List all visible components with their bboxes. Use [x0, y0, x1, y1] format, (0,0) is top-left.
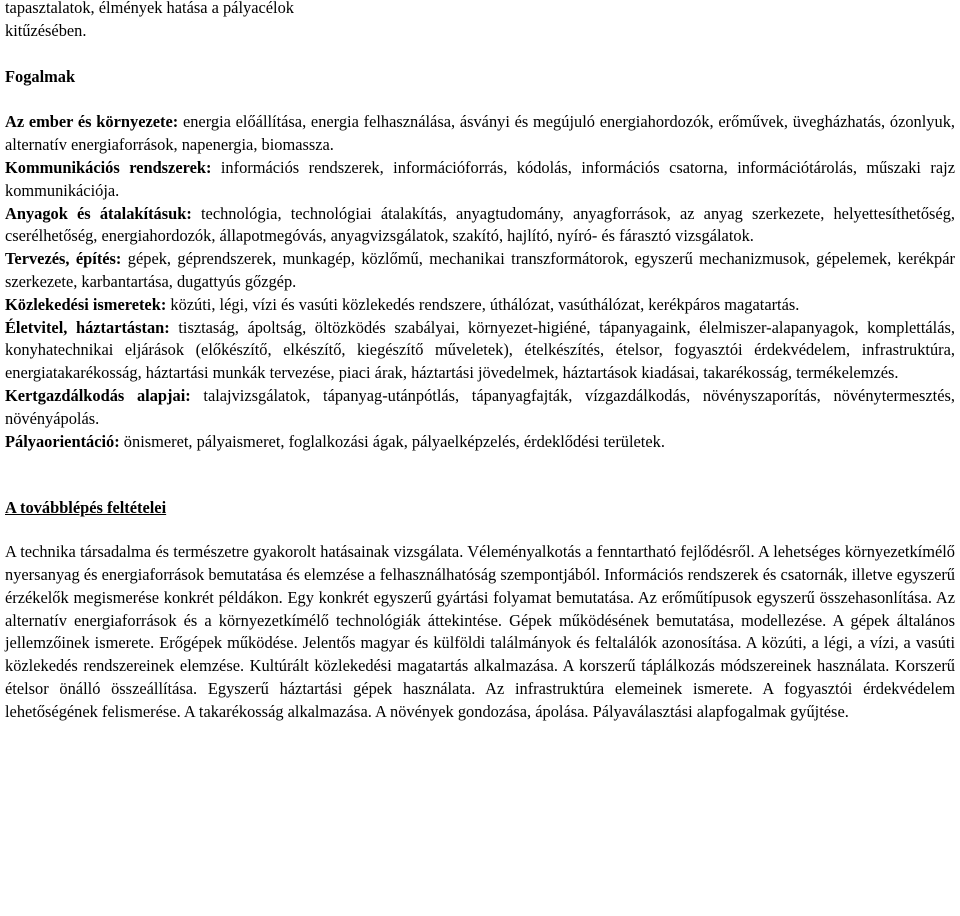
concept-text: technológia, technológiai átalakítás, anyagtudomány, anyagforrások, az anyag szerkezete, helyettesíthetőség, cserélhetőség, energiahordozók, állapotmegóvás, anyagvizsgálatok, szakító, hajlító, nyíró- és fárasztó vizsgálatok.	[5, 203, 956, 246]
concept-entry-tervezes-epites	[5, 248, 955, 294]
concept-term: Az ember és környezete:	[5, 112, 179, 132]
concept-text: tisztaság, ápoltság, öltözködés szabályai, környezet-higiéné, tápanyagaink, élelmiszer-alapanyagok, komplettálás, konyhatechnikai eljárások (előkészítő, elkészítő, kiegészítő műveletek), ételkészítés, ételsor, fogyasztói érdekvédelem, infrastruktúra, energiatakarékosság, háztartási munkák tervezése, piaci árak, háztartási jövedelmek, háztartások kiadásai, takarékosság, termékelemzés.	[5, 317, 955, 383]
concept-text: információs rendszerek, információforrás, kódolás, információs csatorna, információtárolás, műszaki rajz kommunikációja.	[5, 157, 955, 200]
advancement-paragraph: A technika társadalma és természetre gyakorolt hatásainak vizsgálata. Véleményalkotás a fenntartható fejlődésről. A lehetséges környezetkímélő nyersanyag és energiaforrások bemutatása és elemzése a felhasználhatóság szempontjából. Információs rendszerek és csatornák, illetve egyszerű érzékelők megismerése konkrét példákon. Egy konkrét egyszerű gyártási folyamat bemutatása. Az erőműtípusok egyszerű összehasonlítása. Az alternatív energiaforrások és a környezetkímélő technológiák áttekintése. Gépek működésének bemutatása, modellezése. A gépek általános jellemzőinek ismerete. Erőgépek működése. Jelentős magyar és külföldi találmányok és feltalálók azonosítása. A közúti, a légi, a vízi, a vasúti közlekedés rendszereinek elemzése. Kultúrált közlekedési magatartás alkalmazása. A korszerű táplálkozás módszereinek használata. Korszerű ételsor önálló összeállítása. Egyszerű háztartási gépek használata. Az infrastruktúra elemeinek ismerete. A fogyasztói érdekvédelem lehetőségének felismerése. A takarékosság alkalmazása. A növények gondozása, ápolása. Pályaválasztási alapfogalmak gyűjtése.	[5, 542, 955, 721]
intro-text	[5, 0, 955, 43]
concept-term: Tervezés, építés:	[5, 249, 122, 269]
concept-text: energia előállítása, energia felhasználása, ásványi és megújuló energiahordozók, erőművek, üvegházhatás, ózonlyuk, alternatív energiaforrások, napenergia, biomassza.	[5, 112, 955, 155]
concept-term: Anyagok és átalakításuk:	[5, 203, 192, 223]
concept-text: gépek, géprendszerek, munkagép, közlőmű, mechanikai transzformátorok, egyszerű mechanizmusok, gépelemek, kerékpár szerkezete, karbantartása, dugattyús gőzgép.	[5, 249, 955, 291]
concept-term: Kertgazdálkodás alapjai:	[5, 385, 191, 405]
concept-entry-kertgazdalkodas-alapjai	[5, 385, 955, 431]
concept-term: Kommunikációs rendszerek:	[5, 157, 212, 177]
intro-line-1: tapasztalatok, élmények hatása a pályacélok	[5, 0, 294, 17]
concept-term: Közlekedési ismeretek:	[5, 294, 167, 314]
concept-text: talajvizsgálatok, tápanyag-utánpótlás, tápanyagfajták, vízgazdálkodás, növényszaporítás, növénytermesztés, növényápolás.	[5, 385, 955, 428]
concept-text: közúti, légi, vízi és vasúti közlekedés rendszere, úthálózat, vasúthálózat, kerékpáros magatartás.	[166, 294, 800, 314]
concept-entry-kozlekedesi-ismeretek	[5, 294, 955, 317]
concept-entry-kommunikacios-rendszerek	[5, 157, 955, 203]
concept-entry-ember-kornyezete	[5, 111, 955, 157]
concept-entry-anyagok-atalakitasuk	[5, 203, 955, 249]
concept-entry-palyaorientacio	[5, 431, 955, 454]
concept-term: Pályaorientáció:	[5, 431, 120, 451]
concept-term: Életvitel, háztartástan:	[5, 317, 170, 337]
concepts-list	[5, 111, 955, 453]
concept-entry-eletvitel-haztartastan	[5, 317, 955, 385]
concepts-heading: Fogalmak	[5, 66, 76, 86]
intro-line-2: kitűzésében.	[5, 20, 87, 40]
document-page	[5, 0, 955, 724]
advancement-heading: A továbblépés feltételei	[5, 498, 167, 518]
concept-text: önismeret, pályaismeret, foglalkozási ágak, pályaelképzelés, érdeklődési területek.	[119, 431, 665, 451]
